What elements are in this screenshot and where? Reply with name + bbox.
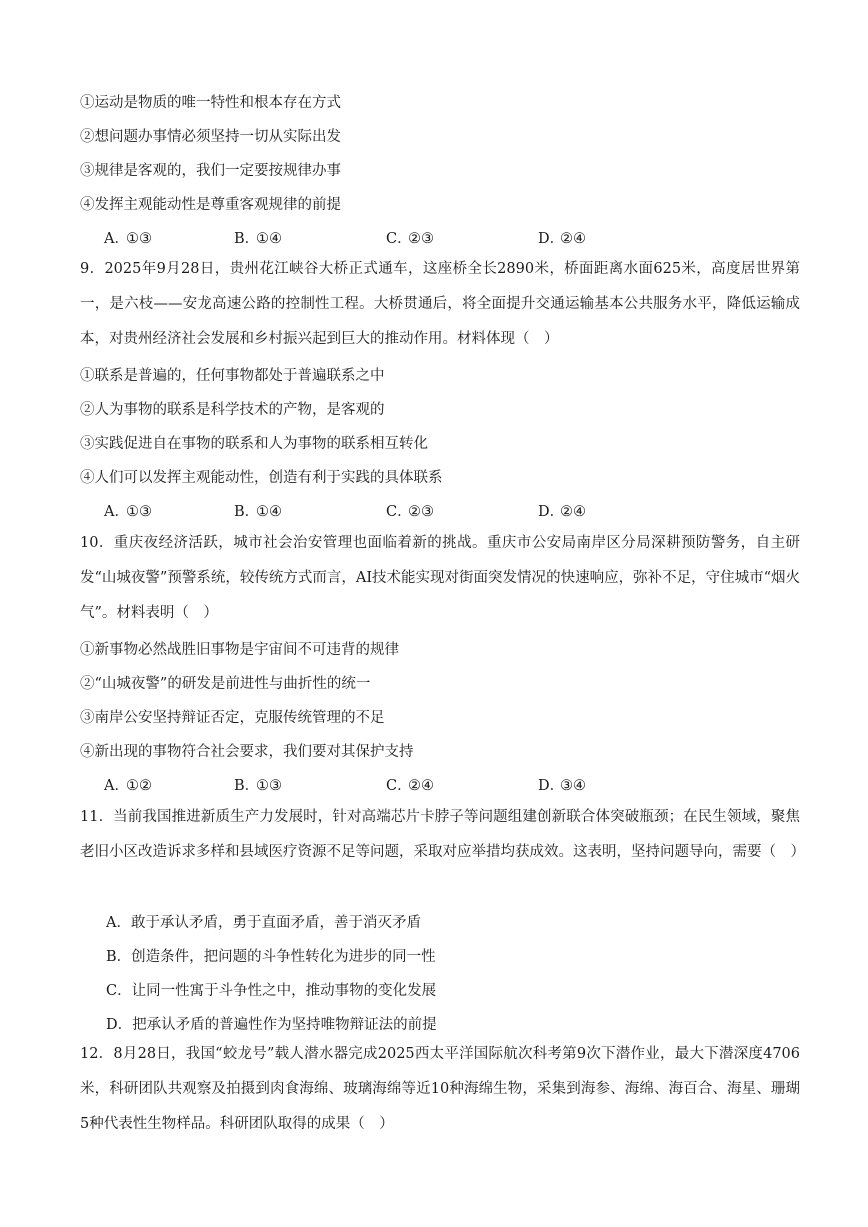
q10-stem: 10．重庆夜经济活跃，城市社会治安管理也面临着新的挑战。重庆市公安局南岸区分局深耕预防警务，自主研发“山城夜警”预警系统，较传统方式而言，AI技术能实现对街面突发情况的快速响应，弥补不足，守住城市“烟火气”。材料表明（ ） bbox=[80, 535, 800, 621]
q11-option-c[interactable]: C．让同一性寓于斗争性之中，推动事物的变化发展 bbox=[106, 983, 437, 999]
q11-option-a[interactable]: A．敢于承认矛盾，勇于直面矛盾，善于消灭矛盾 bbox=[106, 915, 421, 931]
q9-statement-1: ①联系是普遍的，任何事物都处于普遍联系之中 bbox=[80, 368, 385, 384]
q8-statement-4: ④发挥主观能动性是尊重客观规律的前提 bbox=[80, 197, 341, 213]
q9-stem: 9．2025年9月28日，贵州花江峡谷大桥正式通车，这座桥全长2890米，桥面距离水面625米，高度居世界第一，是六枝——安龙高速公路的控制性工程。大桥贯通后，将全面提升交通运输基本公共服务水平，降低运输成本，对贵州经济社会发展和乡村振兴起到巨大的推动作用。材料体现（ ） bbox=[80, 261, 800, 347]
q10-statement-1: ①新事物必然战胜旧事物是宇宙间不可违背的规律 bbox=[80, 642, 399, 658]
q8-option-b[interactable]: B．①④ bbox=[234, 231, 282, 247]
q11-stem: 11．当前我国推进新质生产力发展时，针对高端芯片卡脖子等问题组建创新联合体突破瓶颈；在民生领域，聚焦老旧小区改造诉求多样和县域医疗资源不足等问题，采取对应举措均获成效。这表明，坚持问题导向，需要（ ） bbox=[80, 809, 805, 860]
q8-statement-3: ③规律是客观的，我们一定要按规律办事 bbox=[80, 163, 341, 179]
q11-option-b[interactable]: B．创造条件，把问题的斗争性转化为进步的同一性 bbox=[106, 949, 436, 965]
q10-statement-4: ④新出现的事物符合社会要求，我们要对其保护支持 bbox=[80, 744, 414, 760]
q9-statement-4: ④人们可以发挥主观能动性，创造有利于实践的具体联系 bbox=[80, 470, 443, 486]
q10-statement-3: ③南岸公安坚持辩证否定，克服传统管理的不足 bbox=[80, 710, 385, 726]
q9-statement-3: ③实践促进自在事物的联系和人为事物的联系相互转化 bbox=[80, 436, 428, 452]
q10-option-c[interactable]: C．②④ bbox=[386, 778, 434, 794]
q11-option-d[interactable]: D．把承认矛盾的普遍性作为坚持唯物辩证法的前提 bbox=[106, 1017, 437, 1033]
q9-statement-2: ②人为事物的联系是科学技术的产物，是客观的 bbox=[80, 402, 385, 418]
q8-option-a[interactable]: A．①③ bbox=[104, 231, 152, 247]
q8-statement-1: ①运动是物质的唯一特性和根本存在方式 bbox=[80, 95, 341, 111]
q9-option-b[interactable]: B．①④ bbox=[234, 504, 282, 520]
q9-option-a[interactable]: A．①③ bbox=[104, 504, 152, 520]
q8-option-c[interactable]: C．②③ bbox=[386, 231, 434, 247]
q9-option-c[interactable]: C．②③ bbox=[386, 504, 434, 520]
q8-statement-2: ②想问题办事情必须坚持一切从实际出发 bbox=[80, 129, 341, 145]
q9-option-d[interactable]: D．②④ bbox=[538, 504, 586, 520]
q10-option-b[interactable]: B．①③ bbox=[234, 778, 282, 794]
q8-option-d[interactable]: D．②④ bbox=[538, 231, 586, 247]
q10-option-d[interactable]: D．③④ bbox=[538, 778, 586, 794]
q10-statement-2: ②“山城夜警”的研发是前进性与曲折性的统一 bbox=[80, 676, 371, 692]
q10-option-a[interactable]: A．①② bbox=[104, 778, 152, 794]
q12-stem: 12．8月28日，我国“蛟龙号”载人潜水器完成2025西太平洋国际航次科考第9次下潜作业，最大下潜深度4706米，科研团队共观察及拍摄到肉食海绵、玻璃海绵等近10种海绵生物，采集到海参、海绵、海百合、海星、珊瑚5种代表性生物样品。科研团队取得的成果（ ） bbox=[80, 1046, 800, 1132]
